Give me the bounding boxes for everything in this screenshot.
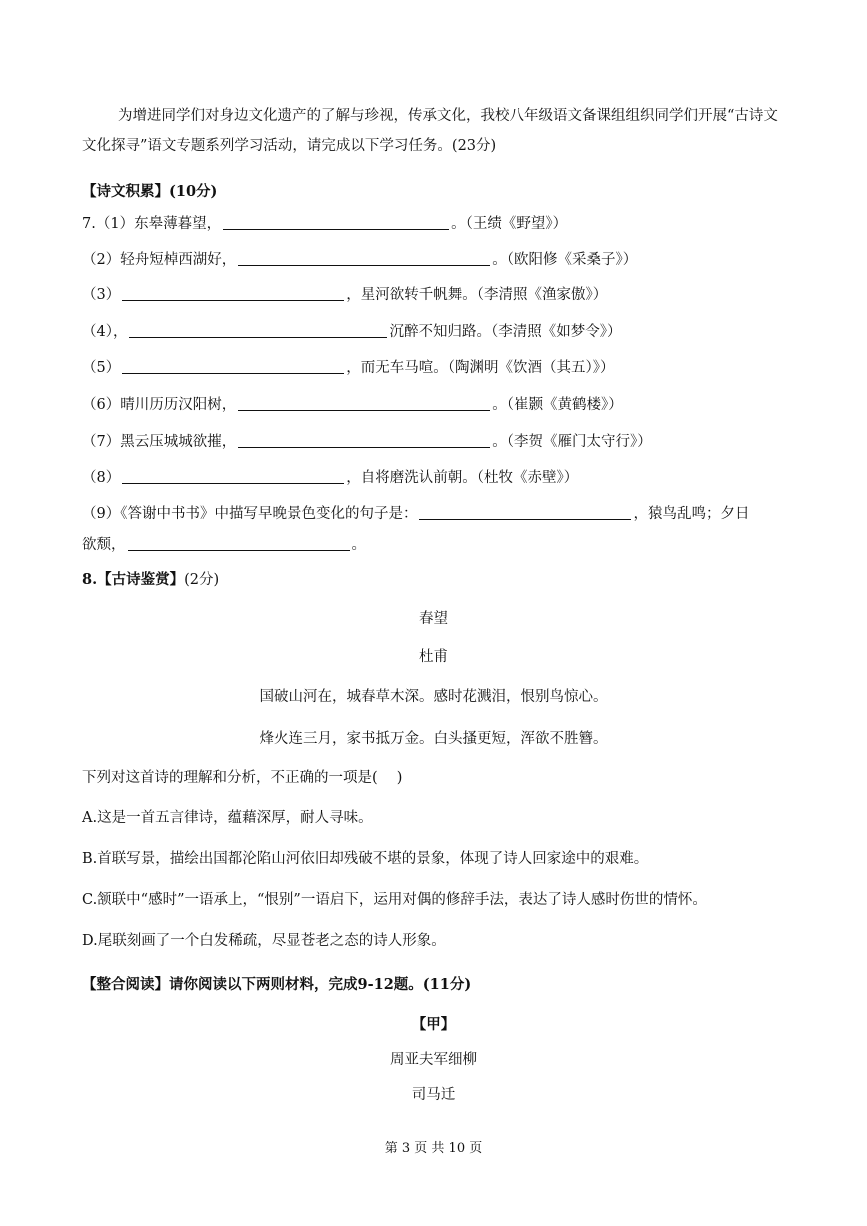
answer-blank[interactable] — [419, 503, 631, 520]
q7-item-7: （7）黑云压城城欲摧， 。（李贺《雁门太守行》） — [82, 430, 652, 451]
answer-blank[interactable] — [128, 534, 350, 551]
poem-line-1: 国破山河在，城春草木深。感时花溅泪，恨别鸟惊心。 — [259, 689, 608, 705]
intro-paragraph: 为增进同学们对身边文化遗产的了解与珍视，传承文化，我校八年级语文备课组组织同学们开展“古诗文文化探寻”语文专题系列学习活动，请完成以下学习任务。(23分) — [82, 108, 778, 154]
section-integrated-reading-title: 【整合阅读】请你阅读以下两则材料，完成9-12题。(11分) — [82, 976, 472, 993]
q7-item-3: （3） ，星河欲转千帆舞。（李清照《渔家傲》） — [82, 283, 607, 304]
q8-option-a: A.这是一首五言律诗，蕴藉深厚，耐人寻味。 — [82, 810, 373, 826]
answer-blank[interactable] — [238, 431, 490, 448]
answer-blank[interactable] — [223, 213, 449, 230]
answer-blank[interactable] — [238, 394, 490, 411]
answer-blank[interactable] — [122, 467, 344, 484]
poem-line-2: 烽火连三月，家书抵万金。白头搔更短，浑欲不胜簪。 — [259, 731, 608, 747]
material-label: 【甲】 — [411, 1016, 456, 1033]
answer-blank[interactable] — [122, 284, 344, 301]
q7-item-5: （5） ，而无车马喧。（陶渊明《饮酒（其五）》） — [82, 356, 614, 377]
answer-blank[interactable] — [122, 357, 344, 374]
q7-item-2: （2）轻舟短棹西湖好， 。（欧阳修《采桑子》） — [82, 248, 637, 269]
q8-question: 下列对这首诗的理解和分析，不正确的一项是( ) — [82, 770, 403, 786]
section-poetry-accumulation-title: 【诗文积累】(10分) — [82, 183, 218, 200]
poem-title: 春望 — [419, 611, 448, 627]
page-footer: 第 3 页 共 10 页 — [384, 1141, 483, 1156]
q7-item-1: 7.（1）东皋薄暮望， 。（王绩《野望》） — [82, 212, 567, 233]
poem-author: 杜甫 — [419, 649, 448, 665]
q8-option-c: C.颔联中“感时”一语承上，“恨别”一语启下，运用对偶的修辞手法，表达了诗人感时伤世的情怀。 — [82, 892, 707, 908]
q7-number: 7. — [82, 216, 96, 232]
q7-item-9: （9）《答谢中书书》中描写早晚景色变化的句子是： ，猿鸟乱鸣；夕日 — [82, 502, 749, 523]
q7-item-6: （6）晴川历历汉阳树， 。（崔颢《黄鹤楼》） — [82, 393, 623, 414]
article-author: 司马迁 — [411, 1087, 456, 1103]
answer-blank[interactable] — [238, 249, 490, 266]
q7-item-8: （8） ，自将磨洗认前朝。（杜牧《赤壁》） — [82, 466, 578, 487]
q7-item-9-line2: 欲颓， 。 — [82, 533, 366, 554]
q7-item-4: （4）， 沉醉不知归路。（李清照《如梦令》） — [82, 320, 621, 341]
answer-blank[interactable] — [129, 321, 387, 338]
q8-option-d: D.尾联刻画了一个白发稀疏，尽显苍老之态的诗人形象。 — [82, 933, 446, 949]
q8-option-b: B.首联写景，描绘出国都沦陷山河依旧却残破不堪的景象，体现了诗人回家途中的艰难。 — [82, 851, 649, 867]
section-poetry-appreciation-title: 8.【古诗鉴赏】(2分) — [82, 571, 220, 588]
article-title: 周亚夫军细柳 — [390, 1052, 477, 1068]
